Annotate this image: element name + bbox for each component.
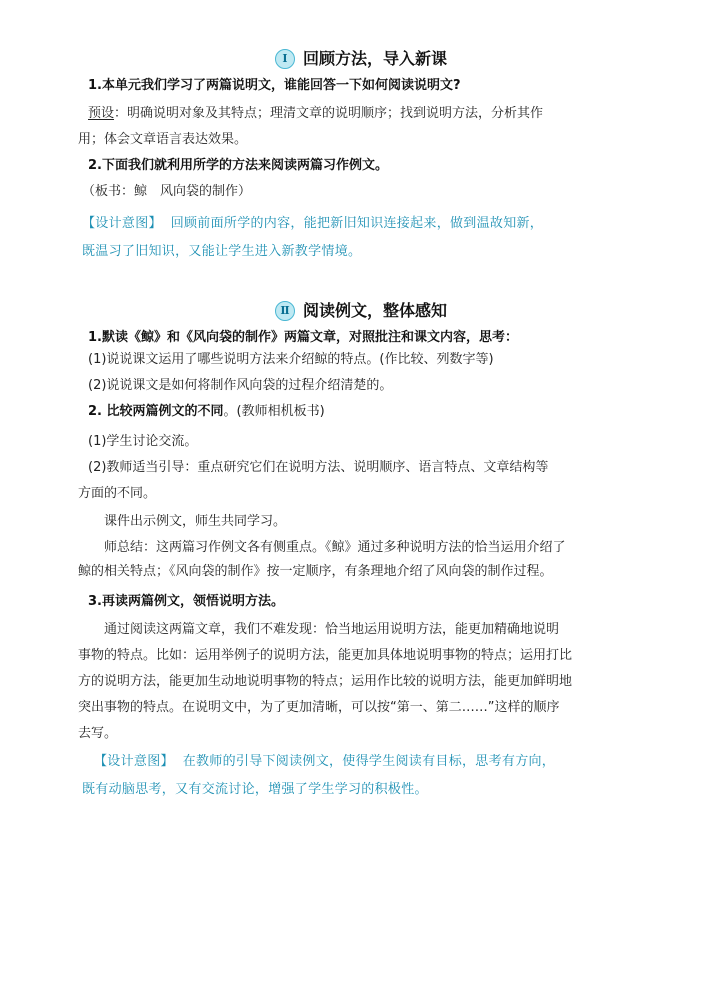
section-2-question-1: 1.默读《鲸》和《风向袋的制作》两篇文章，对照批注和课文内容，思考： xyxy=(88,330,518,345)
section-1-design-intent-line-1 xyxy=(82,214,630,234)
design-intent-tag-2: 【设计意图】 xyxy=(94,754,174,769)
question-2-bold: 2. 比较两篇例文的不同 xyxy=(88,404,224,419)
section-2-question-2-b-line-1: (2)教师适当引导：重点研究它们在说明方法、说明顺序、语言特点、文章结构等 xyxy=(88,460,549,475)
section-2-question-1-a: (1)说说课文运用了哪些说明方法来介绍鲸的特点。(作比较、列数字等) xyxy=(88,352,494,367)
section-1-preset-line-2: 用；体会文章语言表达效果。 xyxy=(78,132,248,147)
section-1-heading xyxy=(0,46,722,69)
section-1-title: 回顾方法，导入新课 xyxy=(302,49,447,68)
courseware-note: 课件出示例文，师生共同学习。 xyxy=(104,514,287,529)
paragraph-line-5: 去写。 xyxy=(78,726,118,741)
question-2-rest: 。(教师相机板书) xyxy=(223,404,325,419)
section-1-design-intent-line-2: 既温习了旧知识，又能让学生进入新教学情境。 xyxy=(82,244,362,259)
design-intent-text-2: 在教师的引导下阅读例文，使得学生阅读有目标，思考有方向， xyxy=(182,754,556,769)
section-1-question-2: 2.下面我们就利用所学的方法来阅读两篇习作例文。 xyxy=(88,158,388,173)
section-2-design-intent-line-1 xyxy=(94,752,642,772)
section-2-question-2-b-line-2: 方面的不同。 xyxy=(78,486,157,501)
section-1-badge: Ⅰ xyxy=(275,49,295,69)
paragraph-line-2: 事物的特点。比如：运用举例子的说明方法，能更加具体地说明事物的特点；运用打比 xyxy=(78,648,573,663)
section-2-badge: Ⅱ xyxy=(275,301,295,321)
summary-line-2: 鲸的相关特点；《风向袋的制作》按一定顺序，有条理地介绍了风向袋的制作过程。 xyxy=(78,564,553,579)
summary-line-1: 师总结：这两篇习作例文各有侧重点。《鲸》通过多种说明方法的恰当运用介绍了 xyxy=(104,540,566,555)
preset-text-1: ：明确说明对象及其特点；理清文章的说明顺序；找到说明方法，分析其作 xyxy=(114,106,544,121)
paragraph-line-3: 方的说明方法，能更加生动地说明事物的特点；运用作比较的说明方法，能更加鲜明地 xyxy=(78,674,573,689)
section-2-question-2 xyxy=(88,402,636,422)
preset-label: 预设 xyxy=(88,106,115,121)
design-intent-tag: 【设计意图】 xyxy=(82,216,162,231)
section-2-question-3: 3.再读两篇例文，领悟说明方法。 xyxy=(88,594,284,609)
paragraph-line-1: 通过阅读这两篇文章，我们不难发现：恰当地运用说明方法，能更加精确地说明 xyxy=(104,622,560,637)
paragraph-line-4: 突出事物的特点。在说明文中，为了更加清晰，可以按“第一、第二……”这样的顺序 xyxy=(78,700,560,715)
section-2-heading xyxy=(0,298,722,321)
section-2-design-intent-line-2: 既有动脑思考，又有交流讨论，增强了学生学习的积极性。 xyxy=(82,782,428,797)
section-2-question-1-b: (2)说说课文是如何将制作风向袋的过程介绍清楚的。 xyxy=(88,378,393,393)
section-2-question-2-a: (1)学生讨论交流。 xyxy=(88,434,198,449)
section-2-title: 阅读例文，整体感知 xyxy=(302,301,447,320)
design-intent-text-1: 回顾前面所学的内容，能把新旧知识连接起来，做到温故知新， xyxy=(170,216,544,231)
section-1-board-note: （板书：鲸 风向袋的制作） xyxy=(82,184,252,199)
section-1-preset-line-1 xyxy=(88,104,636,124)
section-1-question-1: 1.本单元我们学习了两篇说明文，谁能回答一下如何阅读说明文? xyxy=(88,78,461,93)
